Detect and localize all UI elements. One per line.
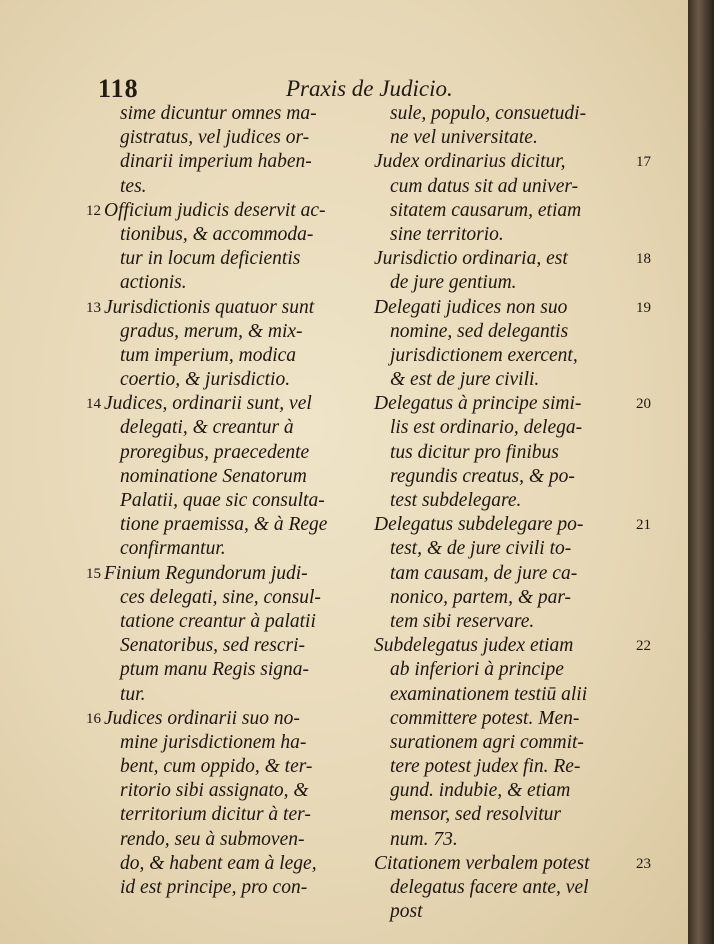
text-line: confirmantur.	[120, 538, 226, 560]
margin-number: 17	[636, 154, 651, 171]
text-line: de jure gentium.	[390, 272, 517, 294]
text-line: Delegati judices non suo	[374, 296, 568, 318]
text-line: coertio, & jurisdictio.	[120, 369, 291, 391]
text-line: & est de jure civili.	[390, 369, 540, 391]
continuation-line: dinarii imperium haben-	[120, 151, 312, 173]
continuation-line: tes.	[120, 175, 147, 197]
text-line: Citationem verbalem potest	[374, 852, 590, 874]
text-line: gund. indubie, & etiam	[390, 780, 571, 802]
text-line: Jurisdictionis quatuor sunt	[104, 296, 315, 318]
text-line: Judices, ordinarii sunt, vel	[104, 393, 312, 415]
text-line: tatione creantur à palatii	[120, 610, 316, 632]
text-line: test subdelegare.	[390, 490, 522, 511]
margin-number: 18	[636, 251, 651, 268]
text-line: ritorio sibi assignato, &	[120, 780, 309, 802]
text-line: delegati, & creantur à	[120, 417, 294, 439]
text-line: territorium dicitur à ter-	[120, 804, 311, 826]
text-line: rendo, seu à submoven-	[120, 828, 305, 850]
numbered-entry	[374, 392, 664, 513]
text-line: tum imperium, modica	[120, 344, 297, 366]
text-line: sitatem causarum, etiam	[390, 199, 582, 221]
text-line: mensor, sed resolvitur	[390, 804, 561, 826]
text-line: Senatoribus, sed rescri-	[120, 635, 306, 657]
page-number: 118	[98, 74, 139, 103]
text-line: cum datus sit ad univer-	[390, 175, 579, 197]
right-column	[374, 102, 664, 924]
continuation-line: sime dicuntur omnes ma-	[120, 103, 317, 124]
margin-number: 23	[636, 855, 651, 872]
text-line: committere potest. Men-	[390, 707, 580, 729]
text-line: ab inferiori à principe	[390, 659, 564, 681]
text-line: tur.	[120, 683, 146, 705]
text-line: proregibus, praecedente	[120, 441, 310, 463]
margin-number: 14	[86, 396, 101, 413]
text-line: tus dicitur pro finibus	[390, 441, 559, 463]
text-line: tione praemissa, & à Rege	[120, 514, 328, 536]
text-line: id est principe, pro con-	[120, 877, 308, 898]
text-line: tere potest judex fin. Re-	[390, 756, 581, 778]
text-line: nominatione Senatorum	[120, 465, 307, 487]
text-line: Officium judicis deservit ac-	[104, 199, 326, 221]
margin-number: 21	[636, 517, 651, 534]
text-line: sine territorio.	[390, 223, 504, 245]
margin-number: 13	[86, 299, 101, 316]
text-line: Palatii, quae sic consulta-	[120, 490, 325, 511]
numbered-entry	[86, 707, 372, 901]
numbered-entry	[86, 199, 372, 296]
margin-number: 19	[636, 299, 651, 316]
numbered-entry	[86, 392, 372, 561]
text-line: ptum manu Regis signa-	[120, 659, 310, 681]
numbered-entry	[86, 296, 372, 393]
text-line: Finium Regundorum judi-	[104, 562, 308, 584]
text-line: delegatus facere ante, vel	[390, 877, 589, 898]
margin-number: 22	[636, 638, 651, 655]
text-line: do, & habent eam à lege,	[120, 852, 317, 874]
numbered-entry	[374, 513, 664, 634]
left-column	[86, 102, 372, 900]
numbered-entry	[374, 852, 664, 925]
continuation-line: ne vel universitate.	[390, 127, 538, 149]
text-line: tionibus, & accommoda-	[120, 223, 314, 245]
text-line: bent, cum oppido, & ter-	[120, 756, 313, 778]
text-line: jurisdictionem exercent,	[390, 344, 578, 366]
running-title: Praxis de Judicio.	[286, 76, 453, 101]
text-line: Judices ordinarii suo no-	[104, 707, 300, 729]
text-line: tem sibi reservare.	[390, 610, 535, 632]
text-line: test, & de jure civili to-	[390, 538, 572, 560]
text-line: mine jurisdictionem ha-	[120, 731, 307, 753]
text-line: regundis creatus, & po-	[390, 465, 575, 487]
text-line: post	[390, 901, 423, 923]
text-line: gradus, merum, & mix-	[120, 320, 303, 342]
text-line: num. 73.	[390, 828, 458, 850]
text-line: tur in locum deficientis	[120, 248, 301, 270]
text-line: examinationem testiū alii	[390, 683, 588, 705]
text-line: nonico, partem, & par-	[390, 586, 572, 608]
numbered-entry	[374, 150, 664, 247]
text-line: surationem agri commit-	[390, 731, 584, 753]
numbered-entry	[86, 562, 372, 707]
text-line: actionis.	[120, 272, 187, 294]
text-line: nomine, sed delegantis	[390, 320, 569, 342]
numbered-entry	[374, 247, 664, 295]
margin-number: 12	[86, 202, 101, 219]
text-line: Delegatus subdelegare po-	[374, 514, 584, 536]
text-line: Delegatus à principe simi-	[374, 393, 582, 415]
continuation-line: gistratus, vel judices or-	[120, 127, 310, 149]
text-line: Subdelegatus judex etiam	[374, 635, 574, 657]
margin-number: 16	[86, 710, 101, 727]
book-spine	[688, 0, 714, 944]
text-line: Judex ordinarius dicitur,	[374, 151, 566, 173]
margin-number: 20	[636, 396, 651, 413]
text-line: lis est ordinario, delega-	[390, 417, 583, 439]
continuation-line: sule, populo, consuetudi-	[390, 103, 587, 124]
text-line: tam causam, de jure ca-	[390, 562, 578, 584]
numbered-entry	[374, 634, 664, 852]
numbered-entry	[374, 296, 664, 393]
text-line: ces delegati, sine, consul-	[120, 586, 321, 608]
text-line: Jurisdictio ordinaria, est	[374, 248, 568, 270]
margin-number: 15	[86, 565, 101, 582]
